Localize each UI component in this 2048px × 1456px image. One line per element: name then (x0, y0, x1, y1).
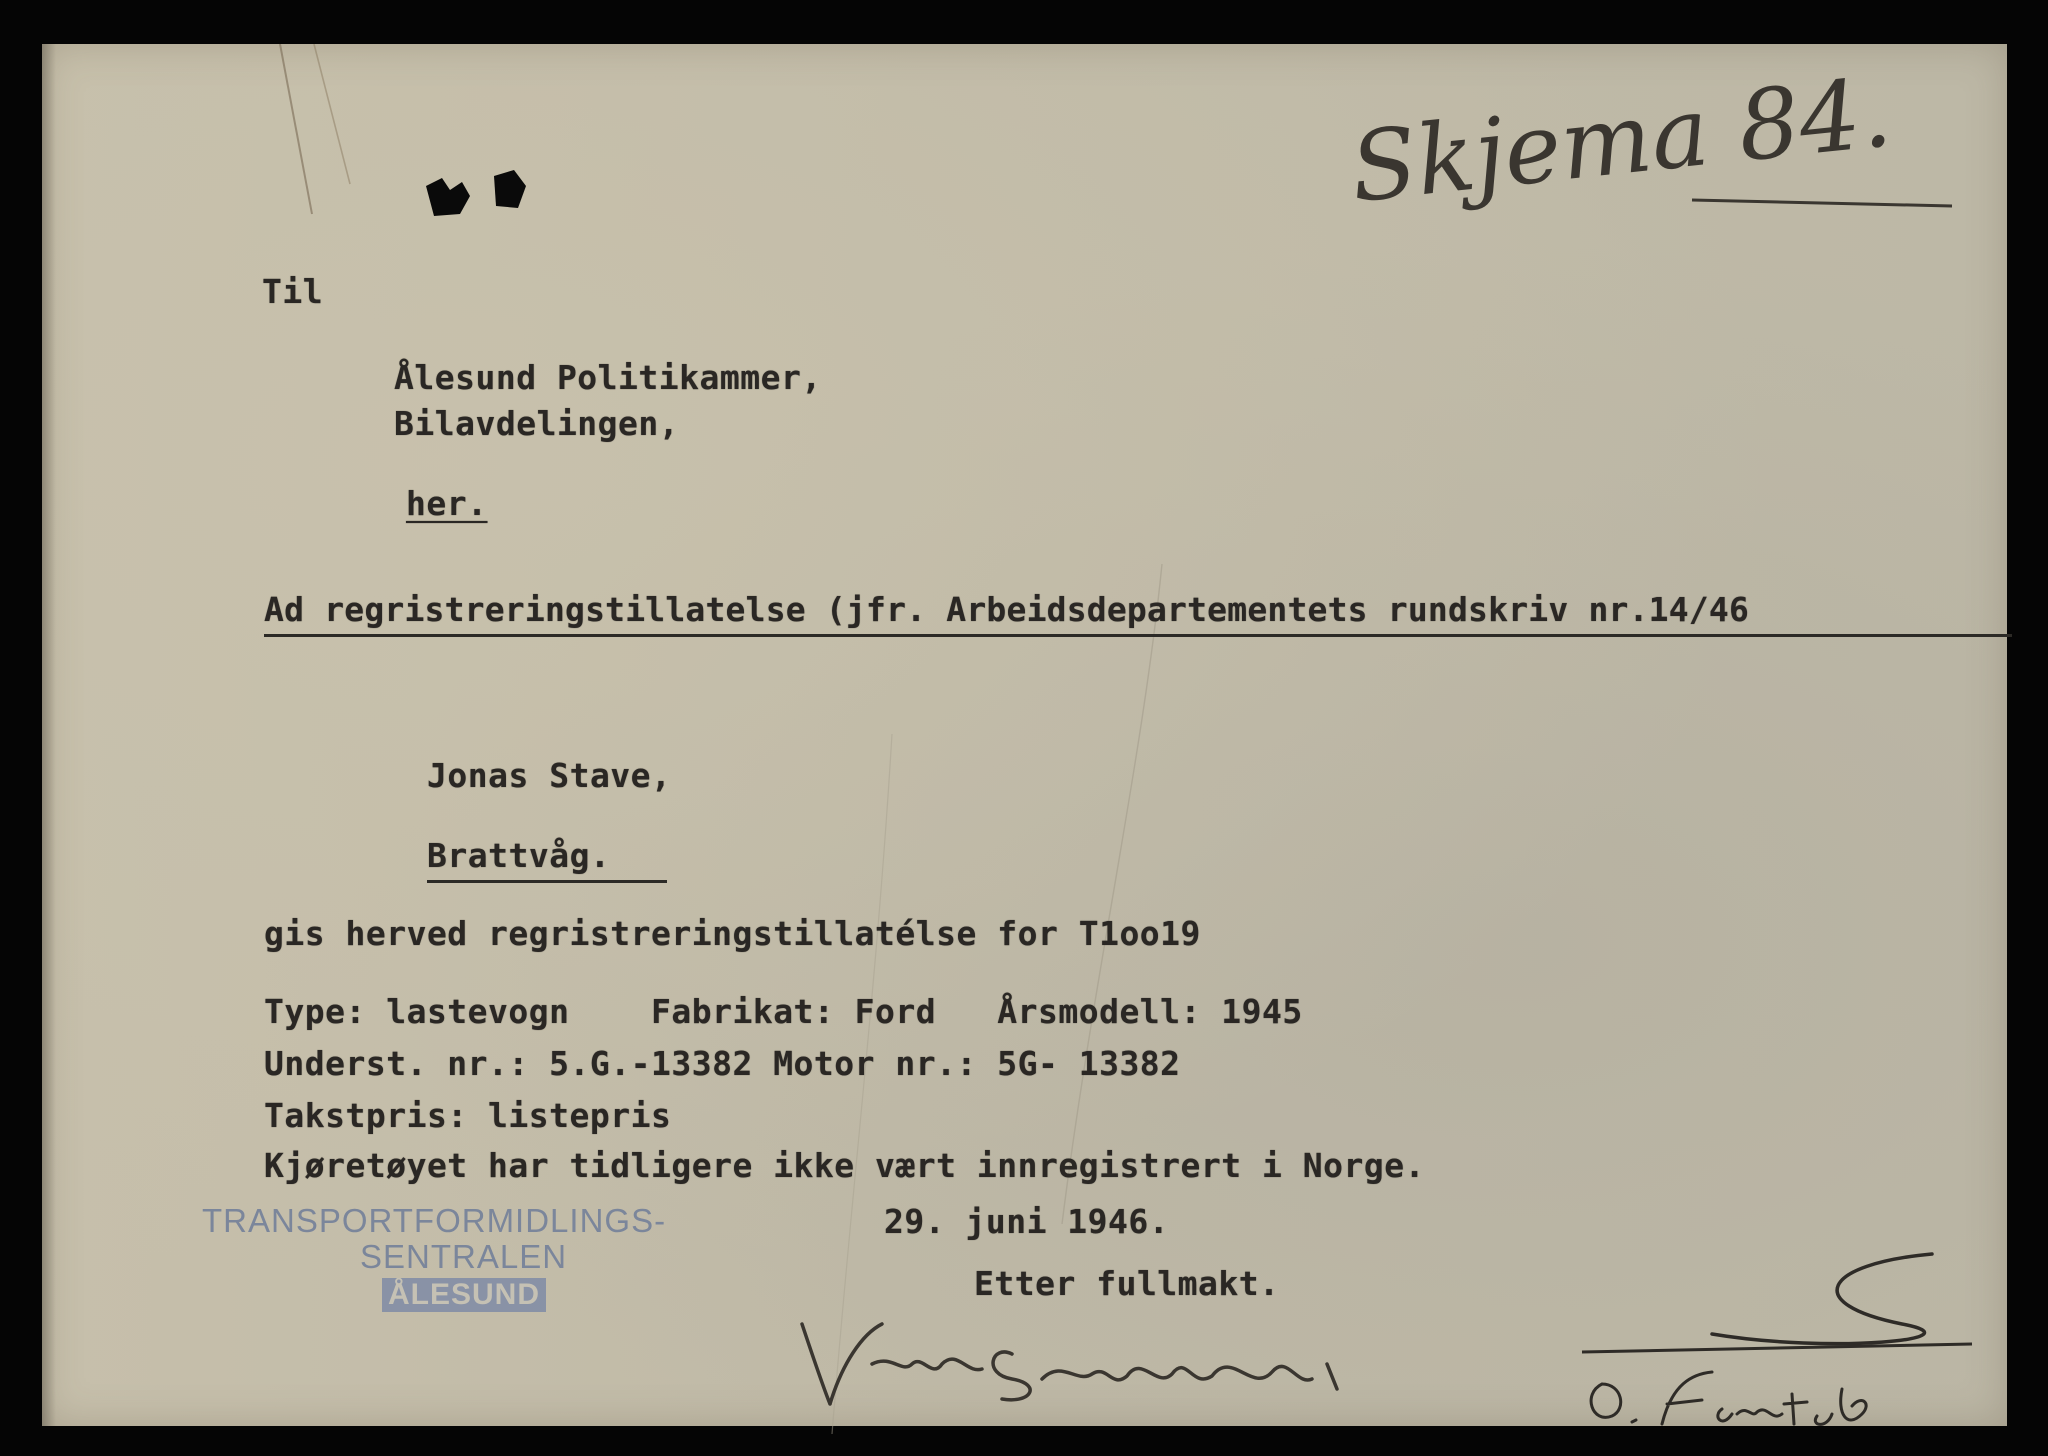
handwritten-header-text: Skjema 84. (1345, 56, 1897, 225)
type-line: Type: lastevogn Fabrikat: Ford Årsmodell: 1945 (264, 992, 1303, 1031)
signature-right (1572, 1244, 1992, 1444)
addressee-place: Brattvåg. (427, 836, 611, 875)
subject-underline (264, 634, 2012, 637)
addressee-place-underline (427, 880, 667, 883)
paper-edge-shadow (42, 44, 56, 1426)
to-label: Til (262, 272, 324, 311)
signature-left (782, 1294, 1422, 1414)
date-line: 29. juni 1946. (884, 1202, 1170, 1241)
document-paper (42, 44, 2007, 1426)
note-line: Kjøretøyet har tidligere ikke vært innregistrert i Norge. (264, 1146, 1425, 1185)
handwritten-header (1332, 56, 1972, 230)
stamp-line-1: TRANSPORTFORMIDLINGS- (202, 1202, 667, 1239)
stamp-line-2: SENTRALEN (360, 1238, 568, 1275)
price-line: Takstpris: listepris (264, 1096, 672, 1135)
recipient-line-3: her. (406, 484, 488, 523)
paper-crease (1052, 564, 1172, 1224)
grant-line: gis herved regristreringstillatélse for T1oo19 (264, 914, 1201, 953)
recipient-line-2: Bilavdelingen, (394, 404, 680, 443)
paper-scratch-marks (272, 44, 392, 244)
paper-tear-hole (422, 156, 532, 226)
chassis-line: Underst. nr.: 5.G.-13382 Motor nr.: 5G- 13382 (264, 1044, 1181, 1083)
authority-line: Etter fullmakt. (974, 1264, 1280, 1303)
subject-line: Ad regristreringstillatelse (jfr. Arbeidsdepartementets rundskriv nr.14/46 (264, 590, 1750, 629)
stamp-line-3: ÅLESUND (382, 1278, 546, 1312)
addressee-name: Jonas Stave, (427, 756, 672, 795)
recipient-line-1: Ålesund Politikammer, (394, 358, 822, 397)
